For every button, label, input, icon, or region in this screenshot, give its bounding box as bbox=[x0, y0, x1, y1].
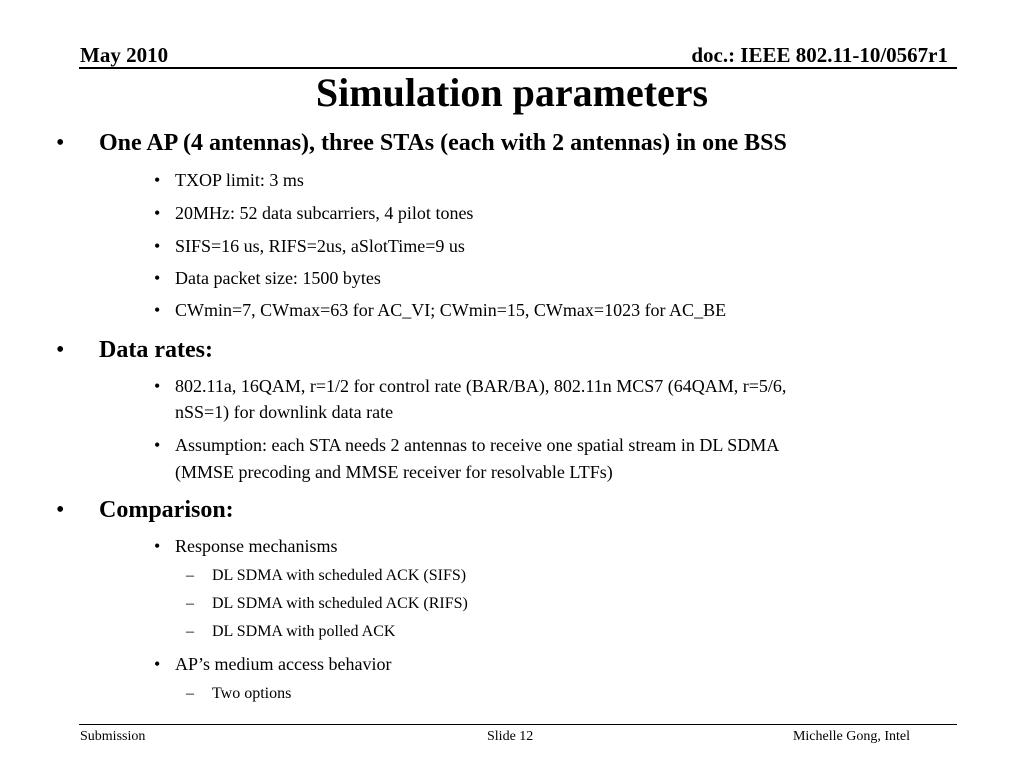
bullet-marker: • bbox=[154, 435, 161, 455]
sub-bullet-text: 802.11a, 16QAM, r=1/2 for control rate (BAR/BA), 802.11n MCS7 (64QAM, r=5/6, bbox=[175, 376, 787, 396]
bullet-marker: • bbox=[56, 497, 65, 523]
footer-rule bbox=[79, 724, 957, 725]
sub-bullet-text: TXOP limit: 3 ms bbox=[175, 170, 304, 190]
bullet-text: Comparison: bbox=[99, 497, 234, 523]
slide-title: Simulation parameters bbox=[315, 70, 709, 115]
footer-submission: Submission bbox=[80, 729, 146, 744]
sub-bullet-text: (MMSE precoding and MMSE receiver for resolvable LTFs) bbox=[175, 462, 613, 482]
dash-marker: – bbox=[186, 595, 194, 612]
sub-bullet-text: CWmin=7, CWmax=63 for AC_VI; CWmin=15, CWmax=1023 for AC_BE bbox=[175, 300, 727, 320]
sub-sub-bullet-text: Two options bbox=[212, 685, 292, 702]
bullet-text: Data rates: bbox=[99, 337, 213, 363]
bullet-marker: • bbox=[56, 337, 65, 363]
sub-bullet-text: SIFS=16 us, RIFS=2us, aSlotTime=9 us bbox=[175, 236, 465, 256]
sub-sub-bullet-text: DL SDMA with scheduled ACK (SIFS) bbox=[212, 567, 467, 584]
bullet-marker: • bbox=[154, 268, 161, 288]
sub-bullet-text: nSS=1) for downlink data rate bbox=[175, 402, 394, 422]
footer-slide-number: Slide 12 bbox=[487, 729, 534, 744]
sub-bullet-text: Data packet size: 1500 bytes bbox=[175, 268, 381, 288]
sub-bullet-text: 20MHz: 52 data subcarriers, 4 pilot tones bbox=[175, 203, 474, 223]
sub-sub-bullet-text: DL SDMA with scheduled ACK (RIFS) bbox=[212, 595, 468, 612]
dash-marker: – bbox=[186, 685, 194, 702]
sub-bullet-text: AP’s medium access behavior bbox=[175, 654, 392, 674]
bullet-marker: • bbox=[154, 376, 161, 396]
bullet-marker: • bbox=[154, 654, 161, 674]
bullet-marker: • bbox=[154, 300, 161, 320]
bullet-marker: • bbox=[154, 203, 161, 223]
header-date: May 2010 bbox=[80, 43, 169, 67]
sub-bullet-text: Assumption: each STA needs 2 antennas to receive one spatial stream in DL SDMA bbox=[175, 435, 780, 455]
sub-sub-bullet-text: DL SDMA with polled ACK bbox=[212, 623, 396, 640]
bullet-text: One AP (4 antennas), three STAs (each with 2 antennas) in one BSS bbox=[99, 130, 787, 156]
dash-marker: – bbox=[186, 567, 194, 584]
sub-bullet-text: Response mechanisms bbox=[175, 536, 338, 556]
dash-marker: – bbox=[186, 623, 194, 640]
footer-author: Michelle Gong, Intel bbox=[792, 729, 910, 744]
bullet-marker: • bbox=[154, 536, 161, 556]
bullet-marker: • bbox=[154, 170, 161, 190]
header-rule bbox=[79, 67, 957, 69]
header-doc-id: doc.: IEEE 802.11-10/0567r1 bbox=[691, 43, 948, 67]
bullet-marker: • bbox=[56, 130, 65, 156]
bullet-marker: • bbox=[154, 236, 161, 256]
